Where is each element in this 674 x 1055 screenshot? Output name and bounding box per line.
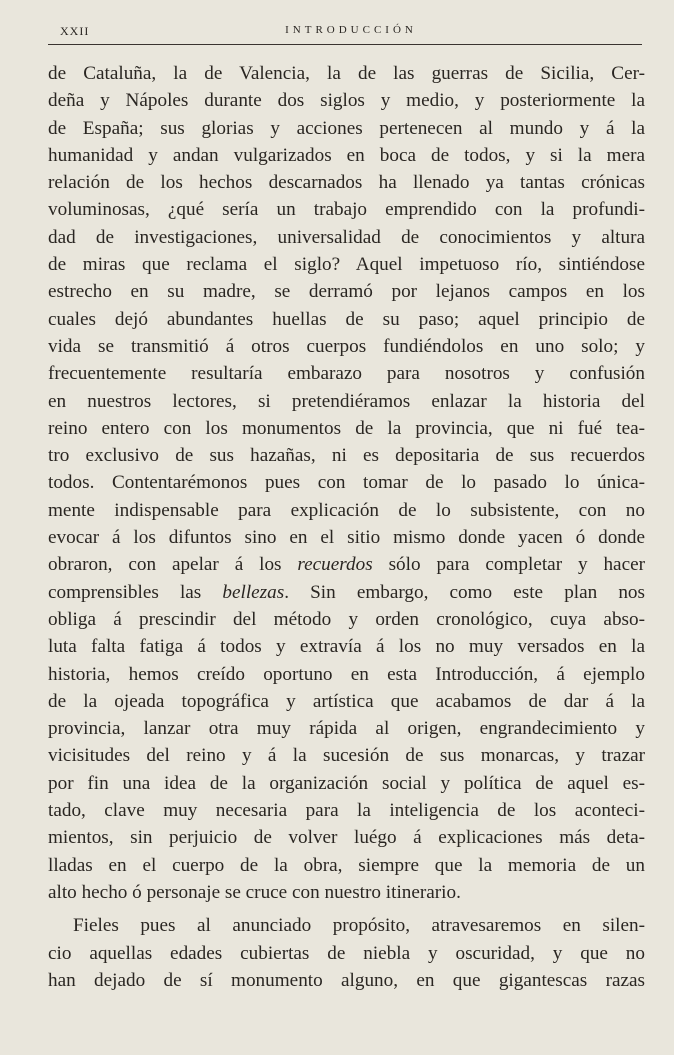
page-number: XXII: [60, 24, 90, 38]
text-line: alto hecho ó personaje se cruce con nuestro itinerario.: [48, 881, 461, 903]
text-line: cio aquellas edades cubiertas de niebla y oscuridad, y que no: [48, 942, 645, 964]
text-line: humanidad y andan vulgarizados en boca de todos, y si la mera: [48, 144, 645, 166]
text-line: Fieles pues al anunciado propósito, atravesaremos en silen-: [73, 915, 645, 937]
italic-term: recuerdos: [297, 554, 373, 576]
text-run: obraron, con apelar á los: [48, 554, 298, 576]
text-run: . Sin embargo, como este plan nos: [284, 581, 645, 603]
text-line: dad de investigaciones, universalidad de conocimientos y altura: [48, 226, 645, 248]
text-line: de España; sus glorias y acciones pertenecen al mundo y á la: [48, 117, 645, 139]
text-line: provincia, lanzar otra muy rápida al origen, engrandecimiento y: [48, 718, 645, 740]
paragraph: [48, 912, 645, 994]
text-run: sólo para completar y hacer: [372, 554, 645, 576]
text-line: evocar á los difuntos sino en el sitio mismo donde yacen ó donde: [48, 527, 645, 549]
text-line: reino entero con los monumentos de la provincia, que ni fué tea-: [48, 417, 645, 439]
text-line: historia, hemos creído oportuno en esta Introducción, á ejemplo: [48, 663, 645, 685]
header-rule: [48, 44, 642, 45]
paragraph: [48, 60, 645, 906]
text-line: vicisitudes del reino y á la sucesión de sus monarcas, y trazar: [48, 745, 645, 767]
text-run: comprensibles las: [48, 581, 223, 603]
text-line: lladas en el cuerpo de la obra, siempre que la memoria de un: [48, 854, 645, 876]
text-line: luta falta fatiga á todos y extravía á los no muy versados en la: [48, 636, 645, 658]
text-line: frecuentemente resultaría embarazo para nosotros y confusión: [48, 363, 645, 385]
text-line: deña y Nápoles durante dos siglos y medio, y posteriormente la: [48, 90, 645, 112]
body-text: [48, 60, 645, 994]
section-title: INTRODUCCIÓN: [285, 24, 417, 36]
text-line: cuales dejó abundantes huellas de su paso; aquel principio de: [48, 308, 645, 330]
text-line: [48, 551, 645, 578]
text-line: mente indispensable para explicación de lo subsistente, con no: [48, 499, 645, 521]
running-head: [60, 20, 642, 42]
text-line: obliga á prescindir del método y orden cronológico, cuya abso-: [48, 608, 645, 630]
text-line: relación de los hechos descarnados ha llenado ya tantas crónicas: [48, 172, 645, 194]
text-line: estrecho en su madre, se derramó por lejanos campos en los: [48, 281, 645, 303]
text-line: de Cataluña, la de Valencia, la de las guerras de Sicilia, Cer-: [48, 63, 645, 84]
text-line: por fin una idea de la organización social y política de aquel es-: [48, 772, 645, 794]
text-line: tro exclusivo de sus hazañas, ni es depositaria de sus recuerdos: [48, 445, 645, 467]
italic-term: bellezas: [222, 581, 285, 603]
text-line: vida se transmitió á otros cuerpos fundiéndolos en uno solo; y: [48, 335, 645, 357]
text-line: tado, clave muy necesaria para la inteligencia de los aconteci-: [48, 800, 645, 822]
text-line: voluminosas, ¿qué sería un trabajo emprendido con la profundi-: [48, 199, 645, 221]
text-line: han dejado de sí monumento alguno, en que gigantescas razas: [48, 969, 645, 991]
text-line: mientos, sin perjuicio de volver luégo á explicaciones más deta-: [48, 827, 645, 849]
text-line: todos. Contentarémonos pues con tomar de lo pasado lo única-: [48, 472, 645, 494]
text-line: de miras que reclama el siglo? Aquel impetuoso río, sintiéndose: [48, 254, 645, 276]
text-line: [48, 579, 645, 606]
text-line: en nuestros lectores, si pretendiéramos enlazar la historia del: [48, 390, 645, 412]
text-line: de la ojeada topográfica y artística que acabamos de dar á la: [48, 690, 645, 712]
